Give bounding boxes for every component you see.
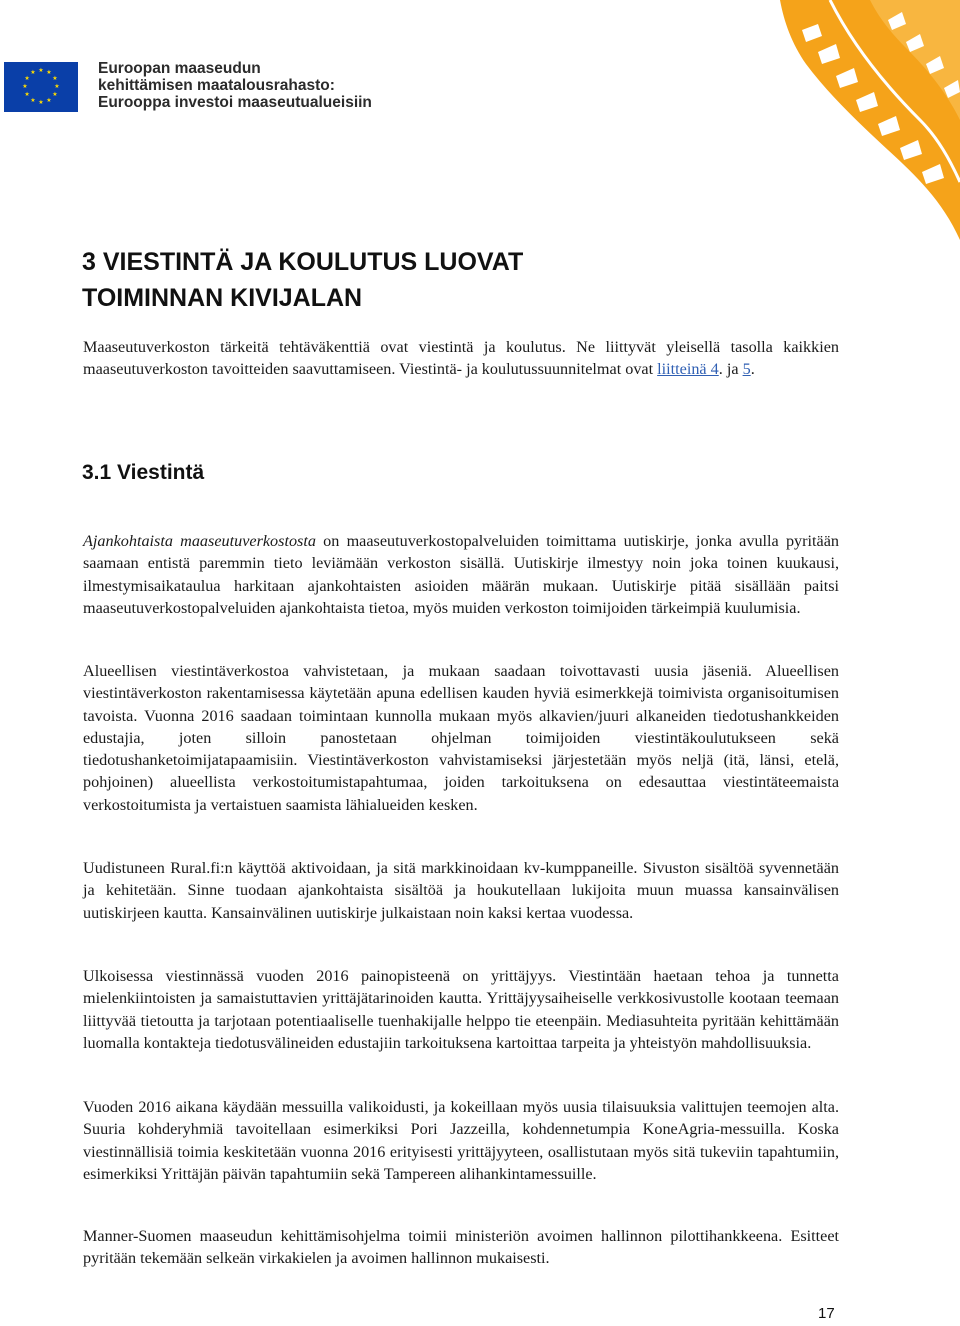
section-title-line-2: TOIMINNAN KIVIJALAN	[82, 284, 363, 312]
paragraph-rural-fi: Uudistuneen Rural.fi:n käyttöä aktivoidaan, ja sitä markkinoidaan kv-kumppaneille. Sivuston sisältöä syvennetään ja kehitetään. Sinne tuodaan ajankohtaista sisältöä ja houkutellaan lukijoita muun muassa kansainvälisen uutiskirjeen kautta. Kansainvälinen uutiskirje julkaistaan noin kaksi kertaa vuodessa.	[83, 859, 839, 922]
paragraph-regional-network: Alueellisen viestintäverkostoa vahvistetaan, ja mukaan saadaan toivottavasti uusia jäseniä. Alueellisen viestintäverkoston rakentamisessa käytetään apuna edellisen kauden hyviä esimerkkejä toimivista organisoitumisen tavoista. Vuonna 2016 saadaan toimintaan kunnolla mukaan myös alkavien/juuri alkaneiden tiedotushankkeiden edustajia, joten silloin panostetaan ohjelman toimijoiden viestintäkoulutukseen sekä tiedotushanketoimijatapaamisiin. Viestintäverkoston vahvistamiseksi järjestetään myös neljä (itä, länsi, etelä, pohjoinen) alueellista verkostoitumistapahtumaa, joiden tarkoituksena on edesauttaa viestintäteemaista verkostoitumista ja vertaistuen saamista lähialueiden kesken.	[83, 662, 839, 814]
logo-line-1: Euroopan maaseudun	[98, 60, 261, 77]
logo-line-2: kehittämisen maatalousrahasto:	[98, 77, 335, 94]
svg-text:★: ★	[30, 96, 36, 104]
section-title-line-1: 3 VIESTINTÄ JA KOULUTUS LUOVAT	[82, 248, 524, 276]
intro-end: .	[750, 360, 755, 379]
intro-text: Maaseutuverkoston tärkeitä tehtäväkenttiä ovat viestintä ja koulutus. Ne liittyvät yleisellä tasolla kaikkien maaseutuverkoston tavoitteiden saavuttamiseen. Viestintä- ja koulutussuunnitelmat ovat	[83, 338, 839, 379]
page-number: 17	[818, 1305, 835, 1322]
newsletter-text: on maaseutuverkostopalveluiden toimittama uutiskirje, jonka avulla pyritään saamaan entistä paremmin tieto leviämään verkoston sisällä. Uutiskirje ilmestyy noin joka toinen kuukausi, ilmestymisaikataulua harkitaan ajankohtaisten asioiden määrän mukaan. Uutiskirje pitää sisällään paitsi maaseutuverkostopalveluiden ajankohtaista tietoa, myös muiden verkoston toimijoiden tärkeimpiä kuulumisia.	[83, 532, 839, 617]
svg-text:★: ★	[38, 99, 44, 106]
corner-decoration-icon	[710, 0, 960, 240]
eu-logo-text	[98, 60, 372, 111]
svg-text:★: ★	[30, 69, 36, 77]
svg-text:★: ★	[22, 83, 28, 90]
svg-text:★: ★	[52, 91, 58, 98]
paragraph-fairs: Vuoden 2016 aikana käydään messuilla valikoidusti, ja kokeillaan myös uusia tilaisuuksia valittujen teemojen alta. Suuria kohderyhmiä tavoitellaan esimerkiksi Pori Jazzeilla, kohdennetumpia KoneAgria-messuilla. Koska viestinnällisiä toimia keskitetään vuonna 2016 erityisesti yrittäjyyteen, osallistutaan myös sitä tukeviin tapahtumiin, esimerkiksi Yrittäjän päivän tapahtumiin sekä Tampereen alihankintamessuille.	[83, 1098, 839, 1183]
intro-paragraph	[83, 336, 839, 381]
svg-text:★: ★	[38, 67, 44, 74]
svg-text:★: ★	[52, 75, 58, 82]
svg-text:★: ★	[24, 91, 30, 98]
appendix-5-link[interactable]: 5	[742, 360, 751, 379]
svg-text:★: ★	[46, 96, 52, 104]
svg-text:★: ★	[54, 83, 60, 90]
paragraph-external-communication: Ulkoisessa viestinnässä vuoden 2016 painopisteenä on yrittäjyys. Viestintään haetaan tehoa ja tunnetta mielenkiintoisten ja samaistuttavien yrittäjätarinoiden kautta. Yrittäjyysaiheiselle verkkosivustolle kootaan teemaan liittyvää tietoutta ja tarjotaan potentiaaliselle tuenhakijalle helppo tie eteenpäin. Mediasuhteita pyritään kehittämään luomalla kontakteja tiedotusvälineiden edustajiin tarkoituksena kartoittaa tarpeita ja yhteistyön mahdollisuuksia.	[83, 967, 839, 1052]
eu-flag-icon	[4, 62, 78, 112]
newsletter-name: Ajankohtaista maaseutuverkostosta	[83, 532, 316, 550]
subsection-title: 3.1 Viestintä	[82, 461, 205, 484]
section-title	[82, 244, 523, 316]
intro-middle: . ja	[718, 360, 743, 379]
svg-text:★: ★	[46, 69, 52, 77]
svg-text:★: ★	[24, 75, 30, 82]
logo-line-3: Eurooppa investoi maaseutualueisiin	[98, 94, 372, 111]
appendix-4-link[interactable]: liitteinä 4	[657, 360, 719, 379]
paragraph-open-government: Manner-Suomen maaseudun kehittämisohjelma toimii ministeriön avoimen hallinnon pilottihankkeena. Esitteet pyritään tekemään selkeän virkakielen ja avoimen hallinnon mukaisesti.	[83, 1227, 839, 1268]
paragraph-newsletter	[83, 530, 839, 619]
